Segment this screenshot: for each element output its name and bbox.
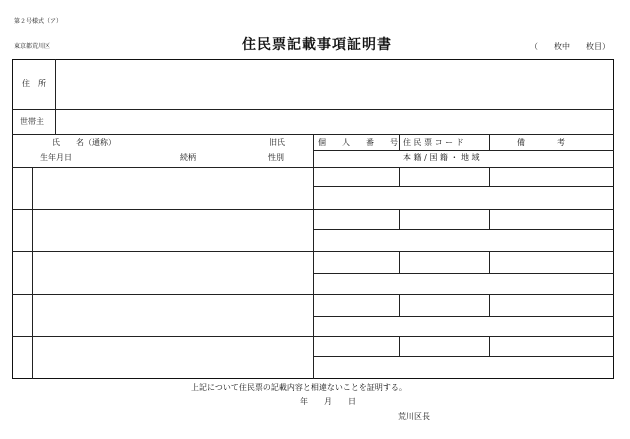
entry-divider-1 xyxy=(12,209,614,210)
remarks-column-header: 備 考 xyxy=(517,138,565,147)
entry-2-col-divider-1 xyxy=(399,209,400,229)
birthdate-column-header: 生年月日 xyxy=(40,153,72,162)
address-row-divider xyxy=(12,109,614,110)
address-label: 住 所 xyxy=(22,79,46,88)
entry-2-subrow-divider xyxy=(313,229,614,230)
householder-label: 世帯主 xyxy=(20,117,44,126)
issuer-name: 荒川区長 xyxy=(398,412,430,421)
index-column-divider xyxy=(32,167,33,379)
entry-2-col-divider-2 xyxy=(489,209,490,229)
entry-3-subrow-divider xyxy=(313,273,614,274)
entry-3-col-divider-1 xyxy=(399,251,400,273)
form-number: 第２号様式（ア） xyxy=(14,18,63,25)
label-column-divider xyxy=(55,59,56,134)
header-col-divider-2 xyxy=(489,134,490,150)
entry-4-col-divider-1 xyxy=(399,294,400,316)
entry-1-col-divider-1 xyxy=(399,167,400,186)
sheet-count: （ 枚中 枚目） xyxy=(530,42,610,51)
entry-3-col-divider-2 xyxy=(489,251,490,273)
sex-column-header: 性別 xyxy=(268,153,284,162)
entry-5-col-divider-2 xyxy=(489,336,490,356)
header-col-divider-1 xyxy=(399,134,400,150)
header-mid-divider-right xyxy=(313,150,614,151)
personal-number-column-header: 個 人 番 号 xyxy=(318,138,398,147)
entry-divider-4 xyxy=(12,336,614,337)
municipality-name: 東京都荒川区 xyxy=(14,43,51,50)
entry-5-col-divider-1 xyxy=(399,336,400,356)
issue-date: 年 月 日 xyxy=(300,397,356,406)
entry-1-subrow-divider xyxy=(313,186,614,187)
entry-5-subrow-divider xyxy=(313,356,614,357)
entry-1-col-divider-2 xyxy=(489,167,490,186)
header-split-divider xyxy=(313,134,314,167)
resident-code-column-header: 住 民 票 コ ー ド xyxy=(403,138,464,147)
relationship-column-header: 続柄 xyxy=(180,153,196,162)
entry-4-subrow-divider xyxy=(313,316,614,317)
entry-4-col-divider-2 xyxy=(489,294,490,316)
former-surname-column-header: 旧氏 xyxy=(269,138,285,147)
name-column-header: 氏 名（通称） xyxy=(52,138,116,147)
entry-divider-2 xyxy=(12,251,614,252)
entry-divider-3 xyxy=(12,294,614,295)
certification-statement: 上記について住民票の記載内容と相違ないことを証明する。 xyxy=(191,383,407,392)
domicile-column-header: 本 籍 / 国 籍 ・ 地 域 xyxy=(403,153,480,162)
document-title: 住民票記載事項証明書 xyxy=(242,37,392,53)
